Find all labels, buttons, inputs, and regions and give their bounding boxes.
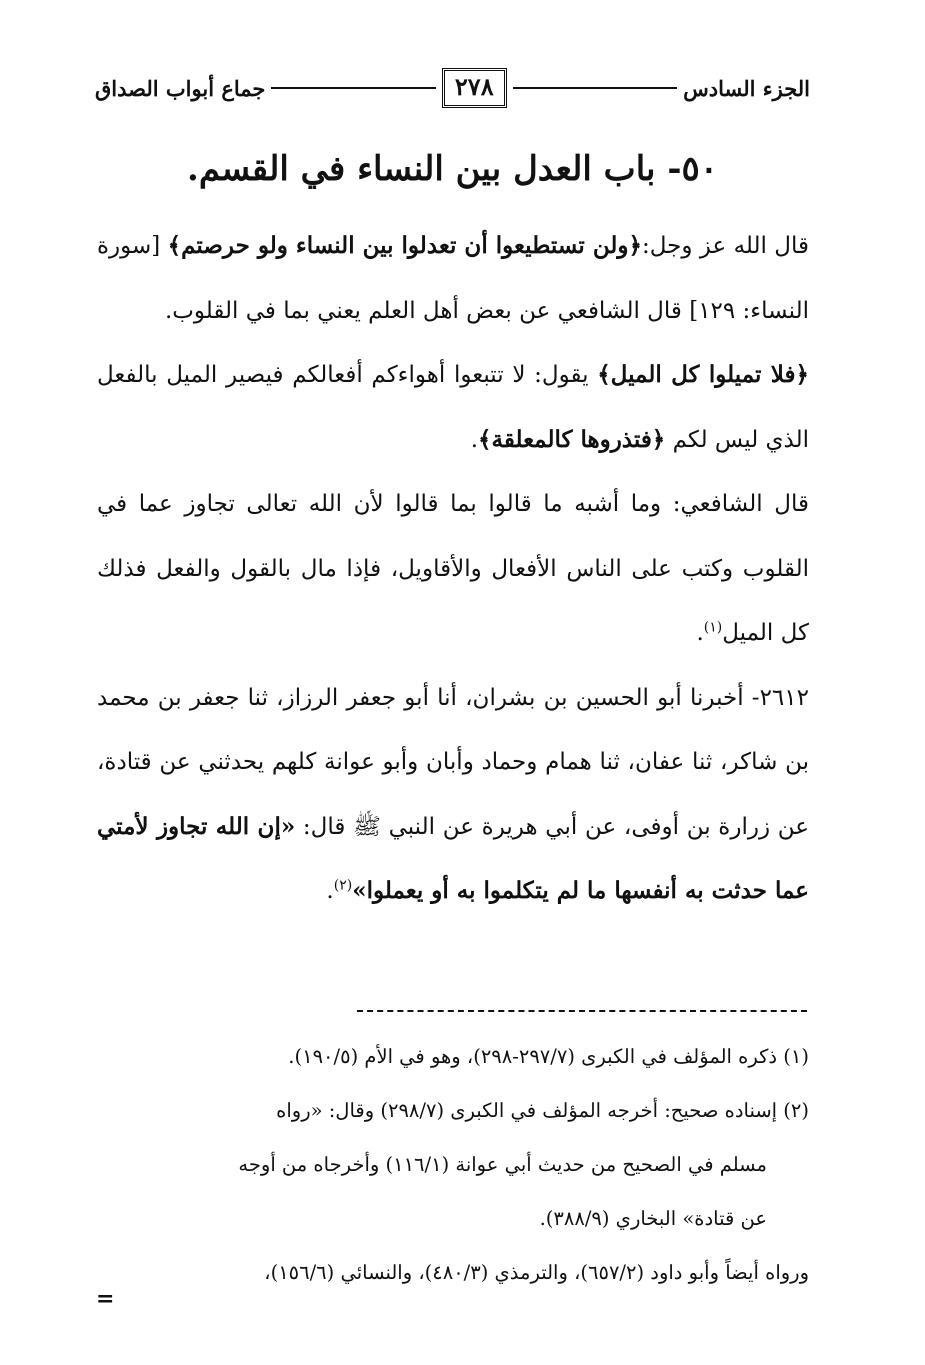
p2-verse-1: ﴿فلا تميلوا كل الميل﴾ [597,361,809,388]
p4-hadith: «إن الله تجاوز لأمتي عما حدثت به أنفسها ما لم يتكلموا به أو يعملوا» [97,812,809,904]
header-rule-left [271,87,436,89]
footnotes [97,1030,809,1300]
p4-end: . [326,878,334,904]
footnote-1: (١) ذكره المؤلف في الكبرى (٢٩٧/٧-٢٩٨)، وهو في الأم (١٩٠/٥). [288,1045,809,1068]
footnote-2-line-2: مسلم في الصحيح من حديث أبي عوانة (١١٦/١) وأخرجاه من أوجه [238,1153,767,1176]
p1-rest: قال الشافعي عن بعض أهل العلم يعني بما في القلوب. [164,297,682,324]
paragraph-3 [97,472,809,666]
footnote-separator [357,1010,807,1012]
p2-middle: يقول: لا تتبعوا أهواءكم أفعالكم فيصير الميل بالفعل الذي ليس لكم [97,362,809,453]
p3-end: . [696,620,704,646]
footnote-ref-1: (١) [703,619,723,636]
p1-intro: قال الله عز وجل: [641,233,809,259]
section-title: ٥٠- باب العدل بين النساء في القسم. [187,149,718,189]
p1-verse: ﴿ولن تستطيعوا أن تعدلوا بين النساء ولو حرصتم﴾ [167,232,642,259]
footnote-2-line-4: ورواه أيضاً وأبو داود (٦٥٧/٢)، والترمذي (٤٨٠/٣)، والنسائي (١٥٦/٦)، [264,1261,809,1284]
footnote-2-line-3: عن قتادة» البخاري (٣٨٨/٩). [539,1207,767,1230]
p3-text: قال الشافعي: وما أشبه ما قالوا بما قالوا لأن الله تعالى تجاوز عما في القلوب وكتب على الناس الأفعال والأقاويل، فإذا مال بالقول والفعل فذلك كل الميل [97,491,809,646]
continuation-mark: = [96,1286,115,1312]
footnote-2-line-1: (٢) إسناده صحيح: أخرجه المؤلف في الكبرى (٢٩٨/٧) وقال: «رواه [276,1099,809,1122]
p2-verse-2: ﴿فتذروها كالمعلقة﴾ [478,425,666,453]
header-rule-right [513,87,678,89]
p2-end: . [470,426,479,453]
p4-text: ٢٦١٢- أخبرنا أبو الحسين بن بشران، أنا أبو جعفر الرزاز، ثنا جعفر بن محمد بن شاكر، ثنا عفان، ثنا همام وحماد وأبان وأبو عوانة كلهم يحدثني عن قتادة، عن زرارة بن أوفى، عن أبي هريرة عن النبي ﷺ قال: [97,684,809,840]
footnote-ref-2: (٢) [333,877,353,894]
paragraph-1 [97,214,809,343]
paragraph-2 [97,343,809,472]
paragraph-4 [97,666,809,924]
main-text [97,214,809,924]
book-part-label: الجزء السادس [683,75,810,101]
p1-ref: [سورة النساء: ١٢٩] [97,233,809,324]
running-header [95,64,810,112]
chapter-label: جماع أبواب الصداق [95,75,266,101]
page-number: ٢٧٨ [442,68,507,109]
